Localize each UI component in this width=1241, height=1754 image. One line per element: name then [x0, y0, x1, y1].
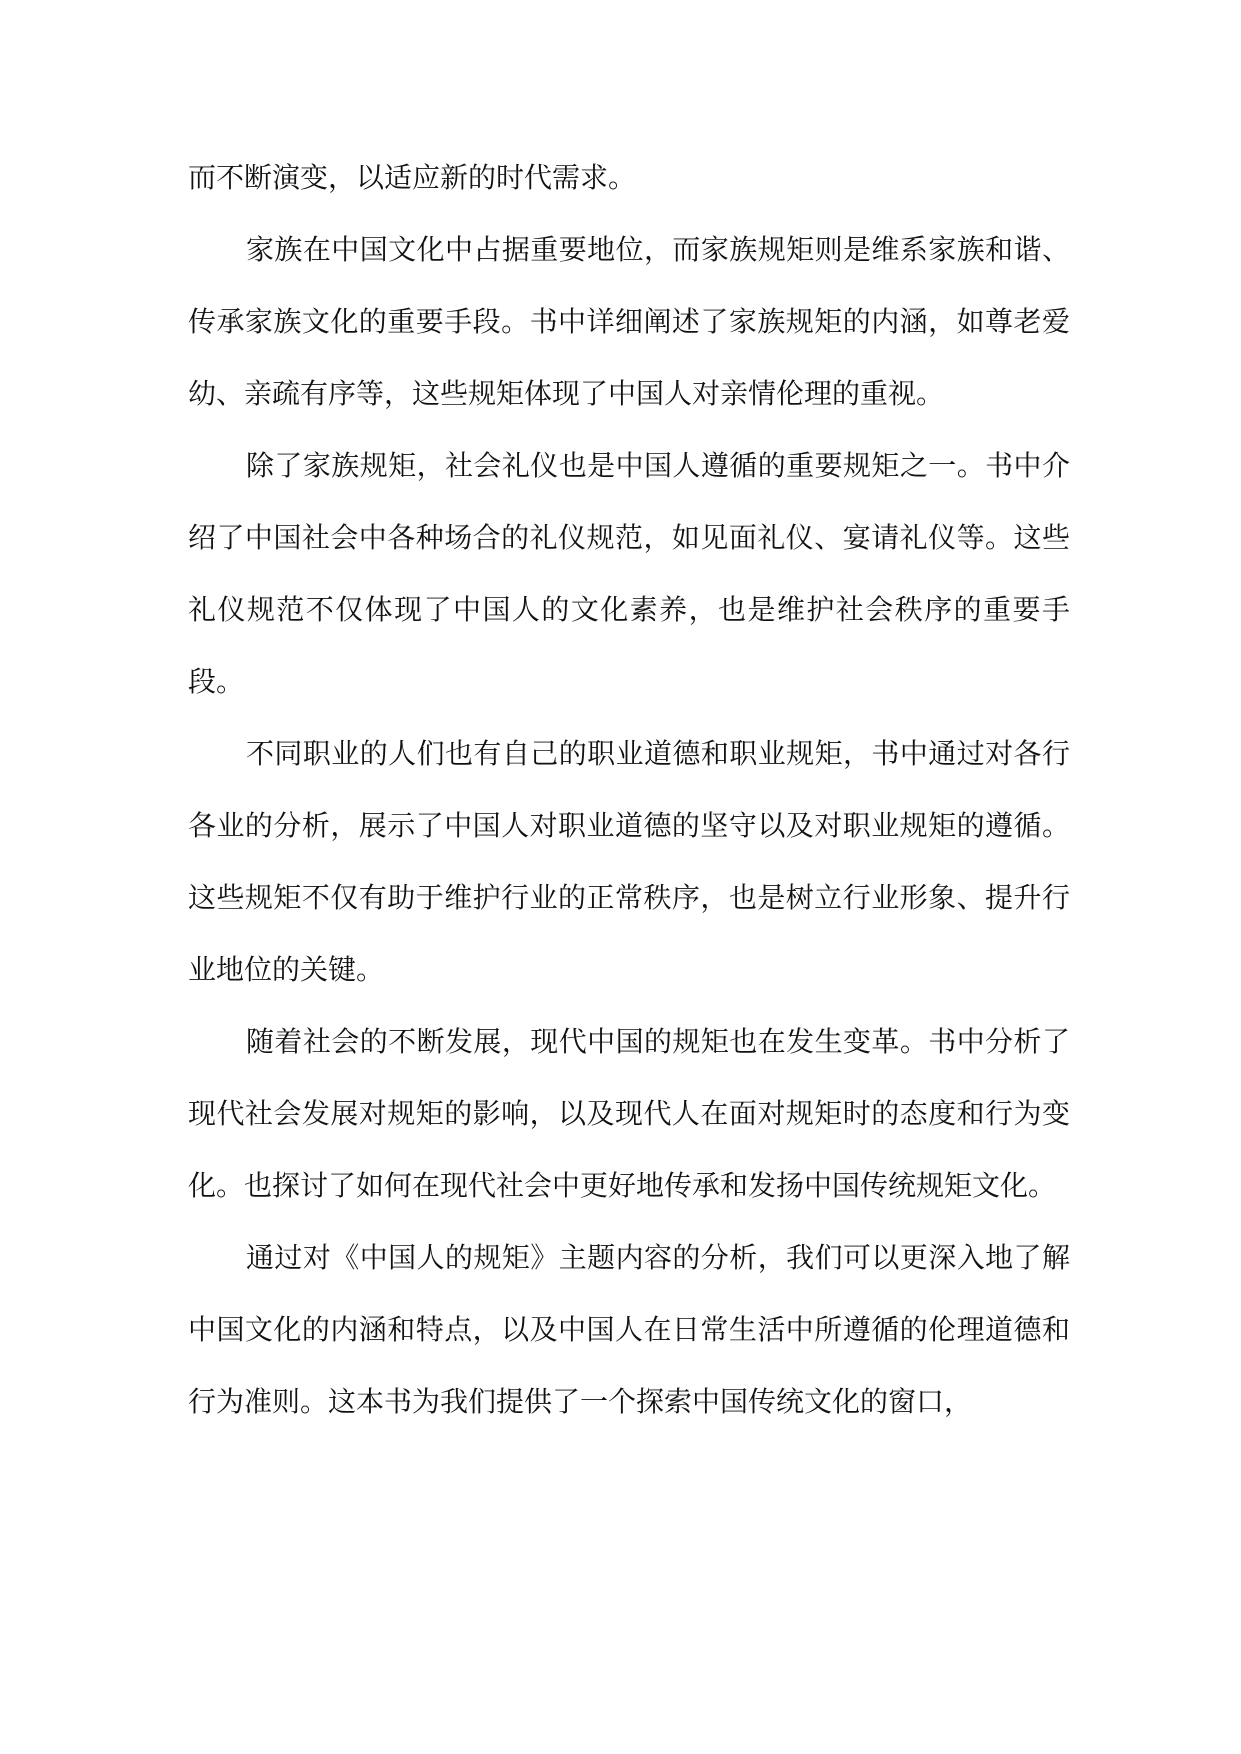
paragraph-1: 而不断演变，以适应新的时代需求。	[188, 161, 637, 194]
paragraph-3: 除了家族规矩，社会礼仪也是中国人遵循的重要规矩之一。书中介绍了中国社会中各种场合的礼仪规范，如见面礼仪、宴请礼仪等。这些礼仪规范不仅体现了中国人的文化素养，也是维护社会秩序的重要手段。	[188, 449, 1070, 698]
document-body	[188, 142, 1070, 1438]
paragraph-5: 随着社会的不断发展，现代中国的规矩也在发生变革。书中分析了现代社会发展对规矩的影响，以及现代人在面对规矩时的态度和行为变化。也探讨了如何在现代社会中更好地传承和发扬中国传统规矩文化。	[188, 1025, 1070, 1202]
paragraph-6: 通过对《中国人的规矩》主题内容的分析，我们可以更深入地了解中国文化的内涵和特点，以及中国人在日常生活中所遵循的伦理道德和行为准则。这本书为我们提供了一个探索中国传统文化的窗口，	[188, 1241, 1070, 1418]
paragraph-2: 家族在中国文化中占据重要地位，而家族规矩则是维系家族和谐、传承家族文化的重要手段。书中详细阐述了家族规矩的内涵，如尊老爱幼、亲疏有序等，这些规矩体现了中国人对亲情伦理的重视。	[188, 233, 1070, 410]
paragraph-4: 不同职业的人们也有自己的职业道德和职业规矩，书中通过对各行各业的分析，展示了中国人对职业道德的坚守以及对职业规矩的遵循。这些规矩不仅有助于维护行业的正常秩序，也是树立行业形象、提升行业地位的关键。	[188, 737, 1070, 986]
